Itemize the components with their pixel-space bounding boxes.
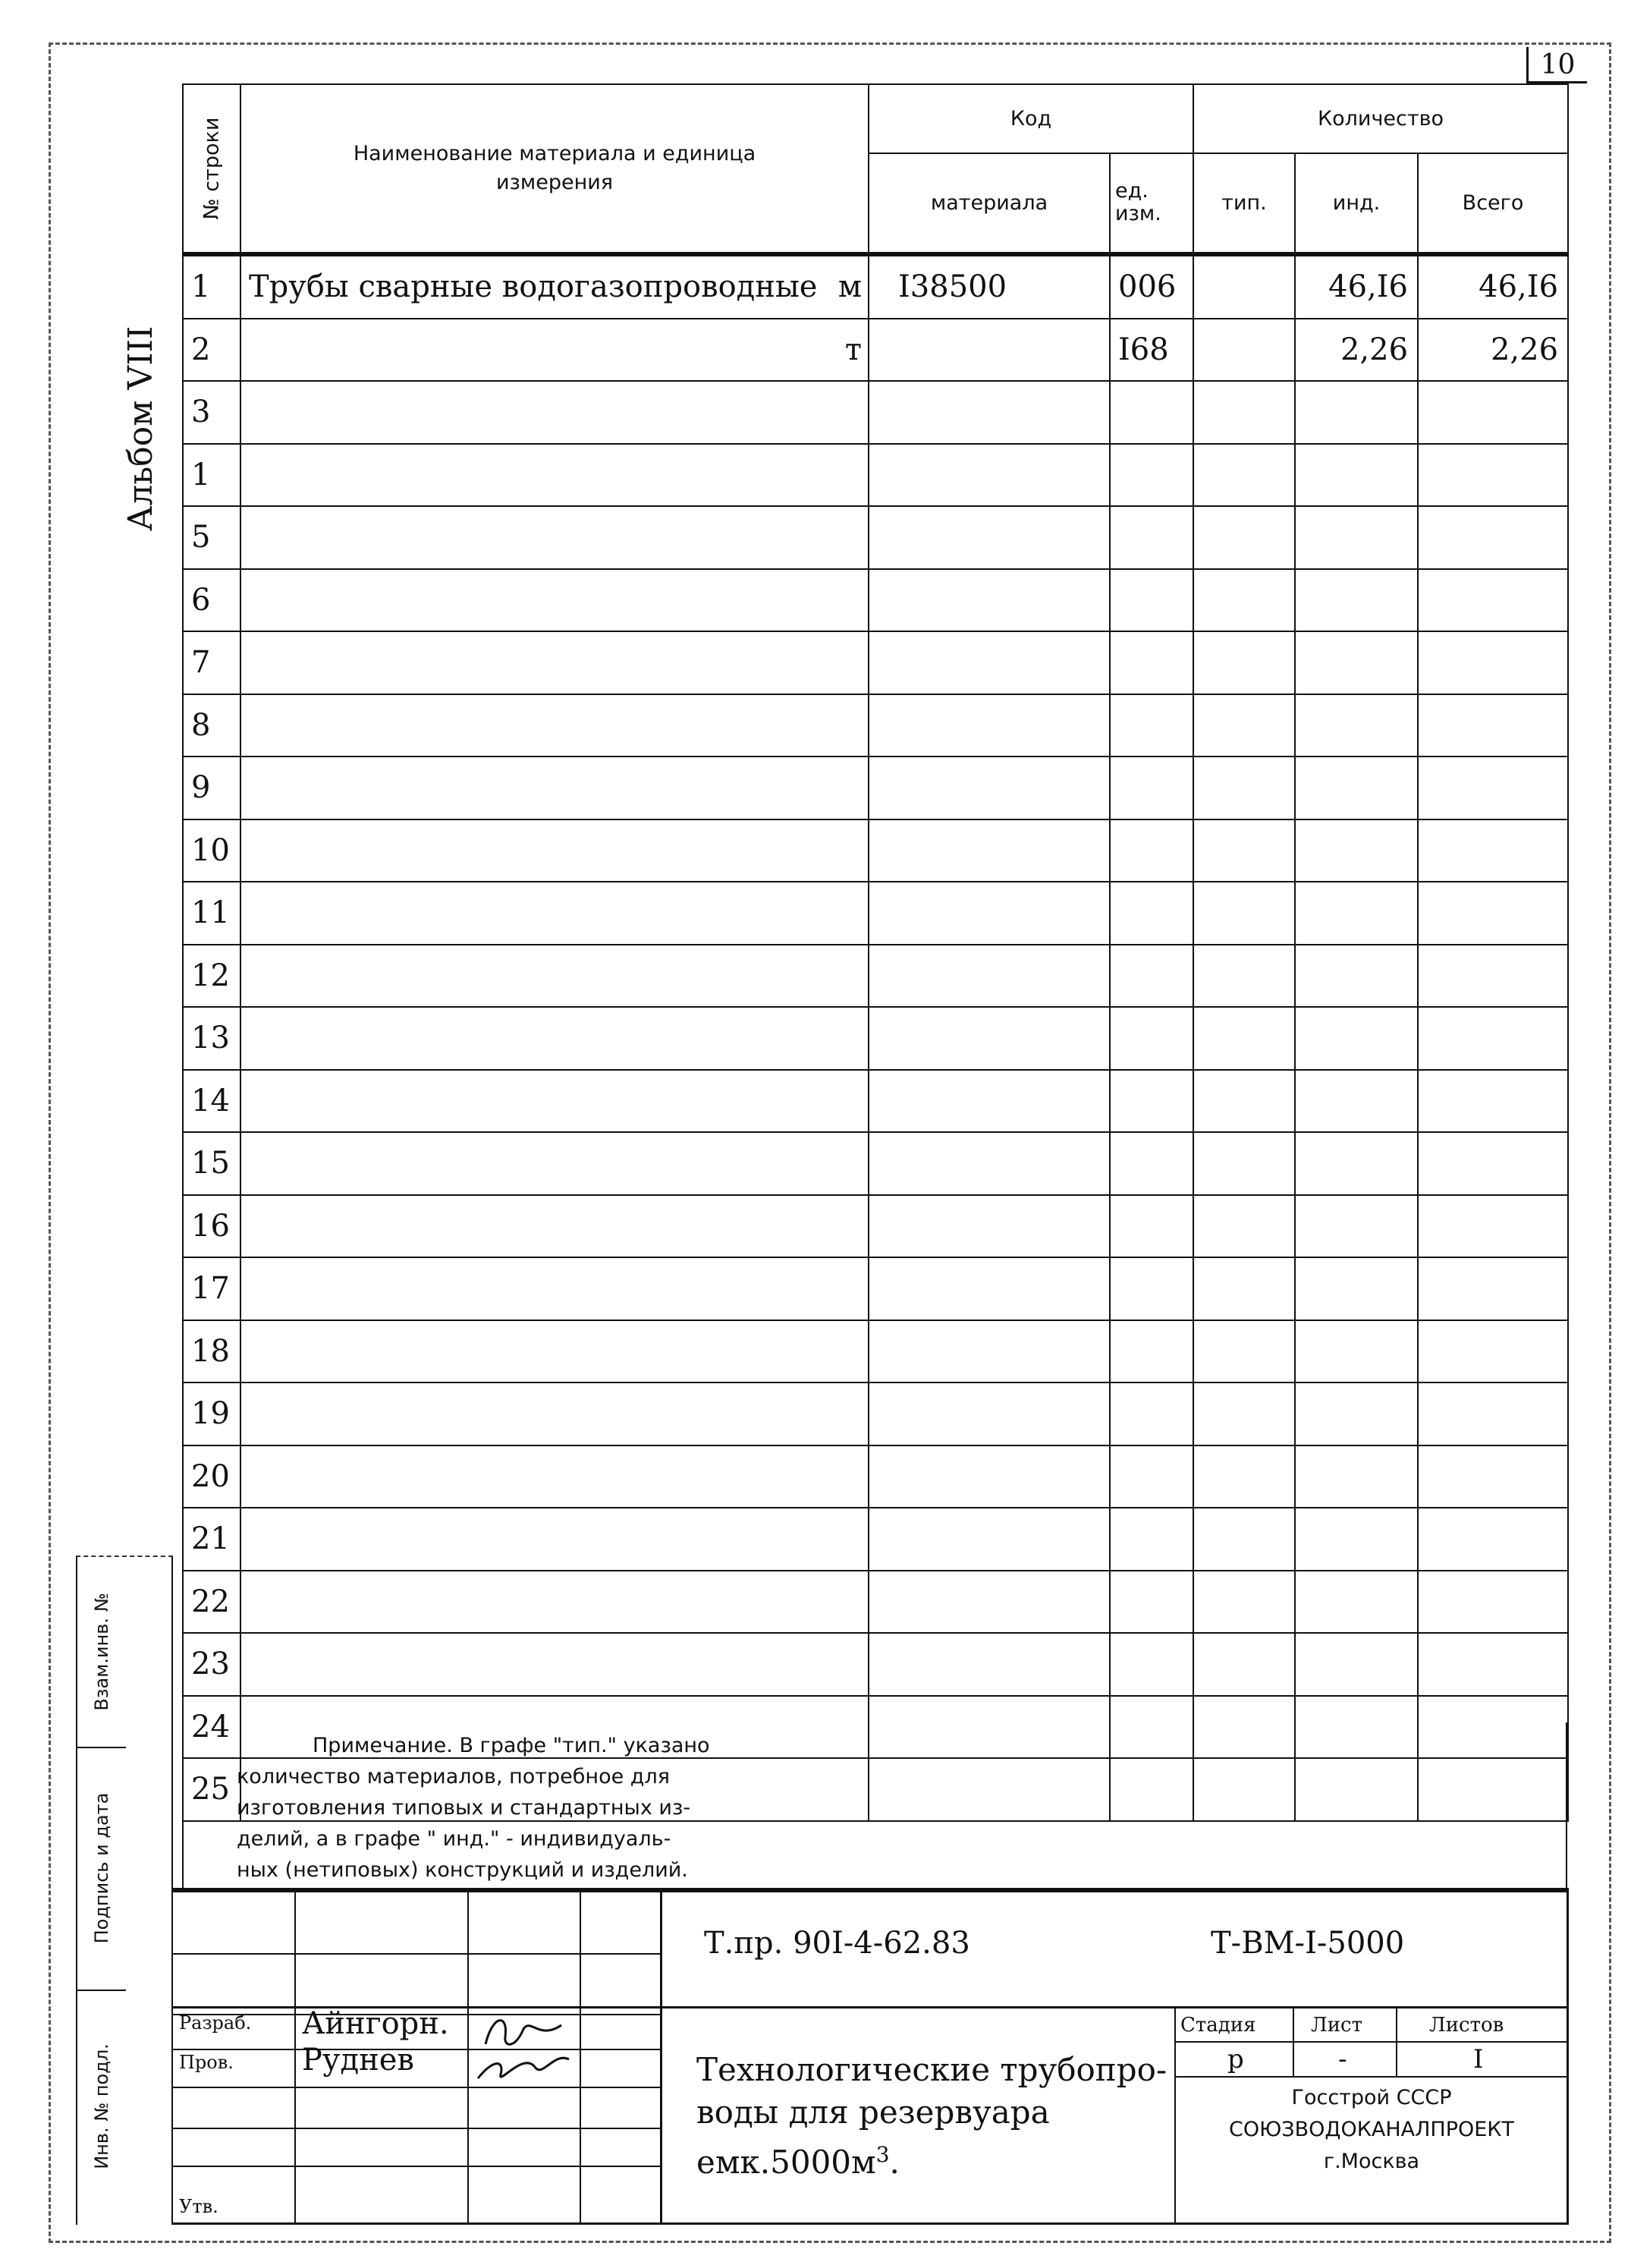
table-row (183, 1132, 1568, 1195)
tb-divider (580, 1892, 581, 2222)
sheets-label: Листов (1429, 2014, 1504, 2037)
table-row (183, 254, 1568, 319)
table-row (183, 757, 1568, 819)
table-row (183, 444, 1568, 507)
project-code: Т.пр. 90I-4-62.83 (704, 1926, 970, 1961)
row-number: 2 (183, 319, 240, 382)
stage-label: Стадия (1180, 2014, 1256, 2037)
row-number: 3 (183, 381, 240, 444)
title-block (173, 1888, 1569, 2225)
row-number: 8 (183, 694, 240, 757)
table-row (183, 945, 1568, 1008)
material-name (240, 319, 869, 382)
row-number: 10 (183, 819, 240, 882)
table-row (183, 1257, 1568, 1320)
sheet-value: - (1338, 2044, 1347, 2075)
qty-typical (1193, 254, 1295, 319)
tb-rule (173, 2128, 660, 2129)
note-line: изготовления типовых и стандартных из- (237, 1796, 691, 1820)
table-row (183, 569, 1568, 632)
tb-rule (173, 2166, 660, 2167)
tb-divider (294, 1892, 296, 2222)
row-number: 13 (183, 1007, 240, 1070)
table-row (183, 1070, 1568, 1133)
row-number: 21 (183, 1508, 240, 1571)
organization: Госстрой СССР СОЮЗВОДОКАНАЛПРОЕКТ г.Москва (1229, 2086, 1514, 2173)
row-number: 18 (183, 1320, 240, 1383)
tb-rule (173, 2049, 660, 2050)
role-approver: Утв. (179, 2196, 218, 2217)
table-row (183, 319, 1568, 382)
row-number: 14 (183, 1070, 240, 1133)
unit-code: 006 (1110, 254, 1193, 319)
code-material-header: материала (869, 153, 1110, 254)
row-number: 1 (183, 444, 240, 507)
table-row (183, 882, 1568, 945)
table-row (183, 631, 1568, 694)
code-group-header: Код (869, 84, 1193, 153)
table-row (183, 1007, 1568, 1070)
code-unit-header: ед. изм. (1110, 153, 1193, 254)
materials-table (182, 83, 1569, 1822)
qty-typical (1193, 319, 1295, 382)
album-label: Альбом VIII (121, 326, 160, 531)
note-line: Примечание. В графе "тип." указано (313, 1734, 710, 1757)
table-row (183, 381, 1568, 444)
material-name: Трубы сварные водогазопроводные м (240, 254, 869, 319)
unit-code: I68 (1110, 319, 1193, 382)
table-row (183, 1195, 1568, 1258)
row-number: 5 (183, 506, 240, 569)
tb-divider (660, 1892, 662, 2222)
table-row (183, 694, 1568, 757)
row-number: 22 (183, 1571, 240, 1634)
drawing-code: Т-ВМ-I-5000 (1211, 1926, 1405, 1961)
role-checker: Пров. (179, 2052, 234, 2073)
note-line: количество материалов, потребное для (237, 1765, 670, 1788)
sheet-number: 10 (1526, 47, 1587, 83)
material-code (869, 319, 1110, 382)
note-block (182, 1722, 1567, 1888)
row-number: 25 (183, 1758, 240, 1821)
table-row (183, 819, 1568, 882)
tb-rule (1174, 2041, 1569, 2043)
tb-divider (467, 1892, 469, 2222)
row-number: 12 (183, 945, 240, 1008)
inv-no-cell: Инв. № подл. (91, 2043, 112, 2169)
row-number: 20 (183, 1445, 240, 1508)
row-number: 19 (183, 1383, 240, 1445)
drawing-title: Технологические трубопро- воды для резервуара $емк.5000м^3$. (696, 2051, 1167, 2181)
row-number: 16 (183, 1195, 240, 1258)
role-developer: Разраб. (179, 2012, 252, 2034)
table-row (183, 1633, 1568, 1696)
qty-total-header: Всего (1418, 153, 1568, 254)
material-code: I38500 (869, 254, 1110, 319)
tb-rule (173, 2087, 660, 2088)
interchange-cell: Взам.инв. № (77, 1557, 126, 1748)
sheet-label: Лист (1311, 2014, 1362, 2037)
name-checker: Руднев (302, 2043, 414, 2078)
row-number: 24 (183, 1696, 240, 1759)
side-strip (76, 1556, 173, 2225)
row-number: 17 (183, 1257, 240, 1320)
table-row (183, 1508, 1568, 1571)
qty-total: 46,I6 (1418, 254, 1568, 319)
row-number: 23 (183, 1633, 240, 1696)
row-number: 1 (183, 254, 240, 319)
table-row (183, 1383, 1568, 1445)
row-number: 9 (183, 757, 240, 819)
row-number: 11 (183, 882, 240, 945)
qty-individual: 46,I6 (1295, 254, 1418, 319)
table-row (183, 1445, 1568, 1508)
qty-total: 2,26 (1418, 319, 1568, 382)
qty-typical-header: тип. (1193, 153, 1295, 254)
table-row (183, 1320, 1568, 1383)
note-line: делий, а в графе " инд." - индивидуаль- (237, 1827, 671, 1851)
row-number: 7 (183, 631, 240, 694)
row-number: 6 (183, 569, 240, 632)
note-line: ных (нетиповых) конструкций и изделий. (237, 1858, 688, 1882)
table-row (183, 1571, 1568, 1634)
line-number-header: № строки (183, 84, 240, 254)
qty-individual: 2,26 (1295, 319, 1418, 382)
unit-letter: м (837, 269, 862, 305)
tb-rule (173, 1953, 660, 1955)
tb-rule (1174, 2076, 1569, 2078)
stage-value: р (1227, 2044, 1244, 2075)
name-header: Наименование материала и единица измерения (240, 84, 869, 254)
row-number: 15 (183, 1132, 240, 1195)
signatures (470, 2006, 577, 2090)
unit-letter: т (844, 332, 862, 367)
table-row (183, 506, 1568, 569)
quantity-group-header: Количество (1193, 84, 1568, 153)
qty-individual-header: инд. (1295, 153, 1418, 254)
sign-date-cell: Подпись и дата (77, 1747, 126, 1991)
name-developer: Айнгорн. (302, 2006, 449, 2041)
sheets-value: I (1473, 2044, 1484, 2075)
